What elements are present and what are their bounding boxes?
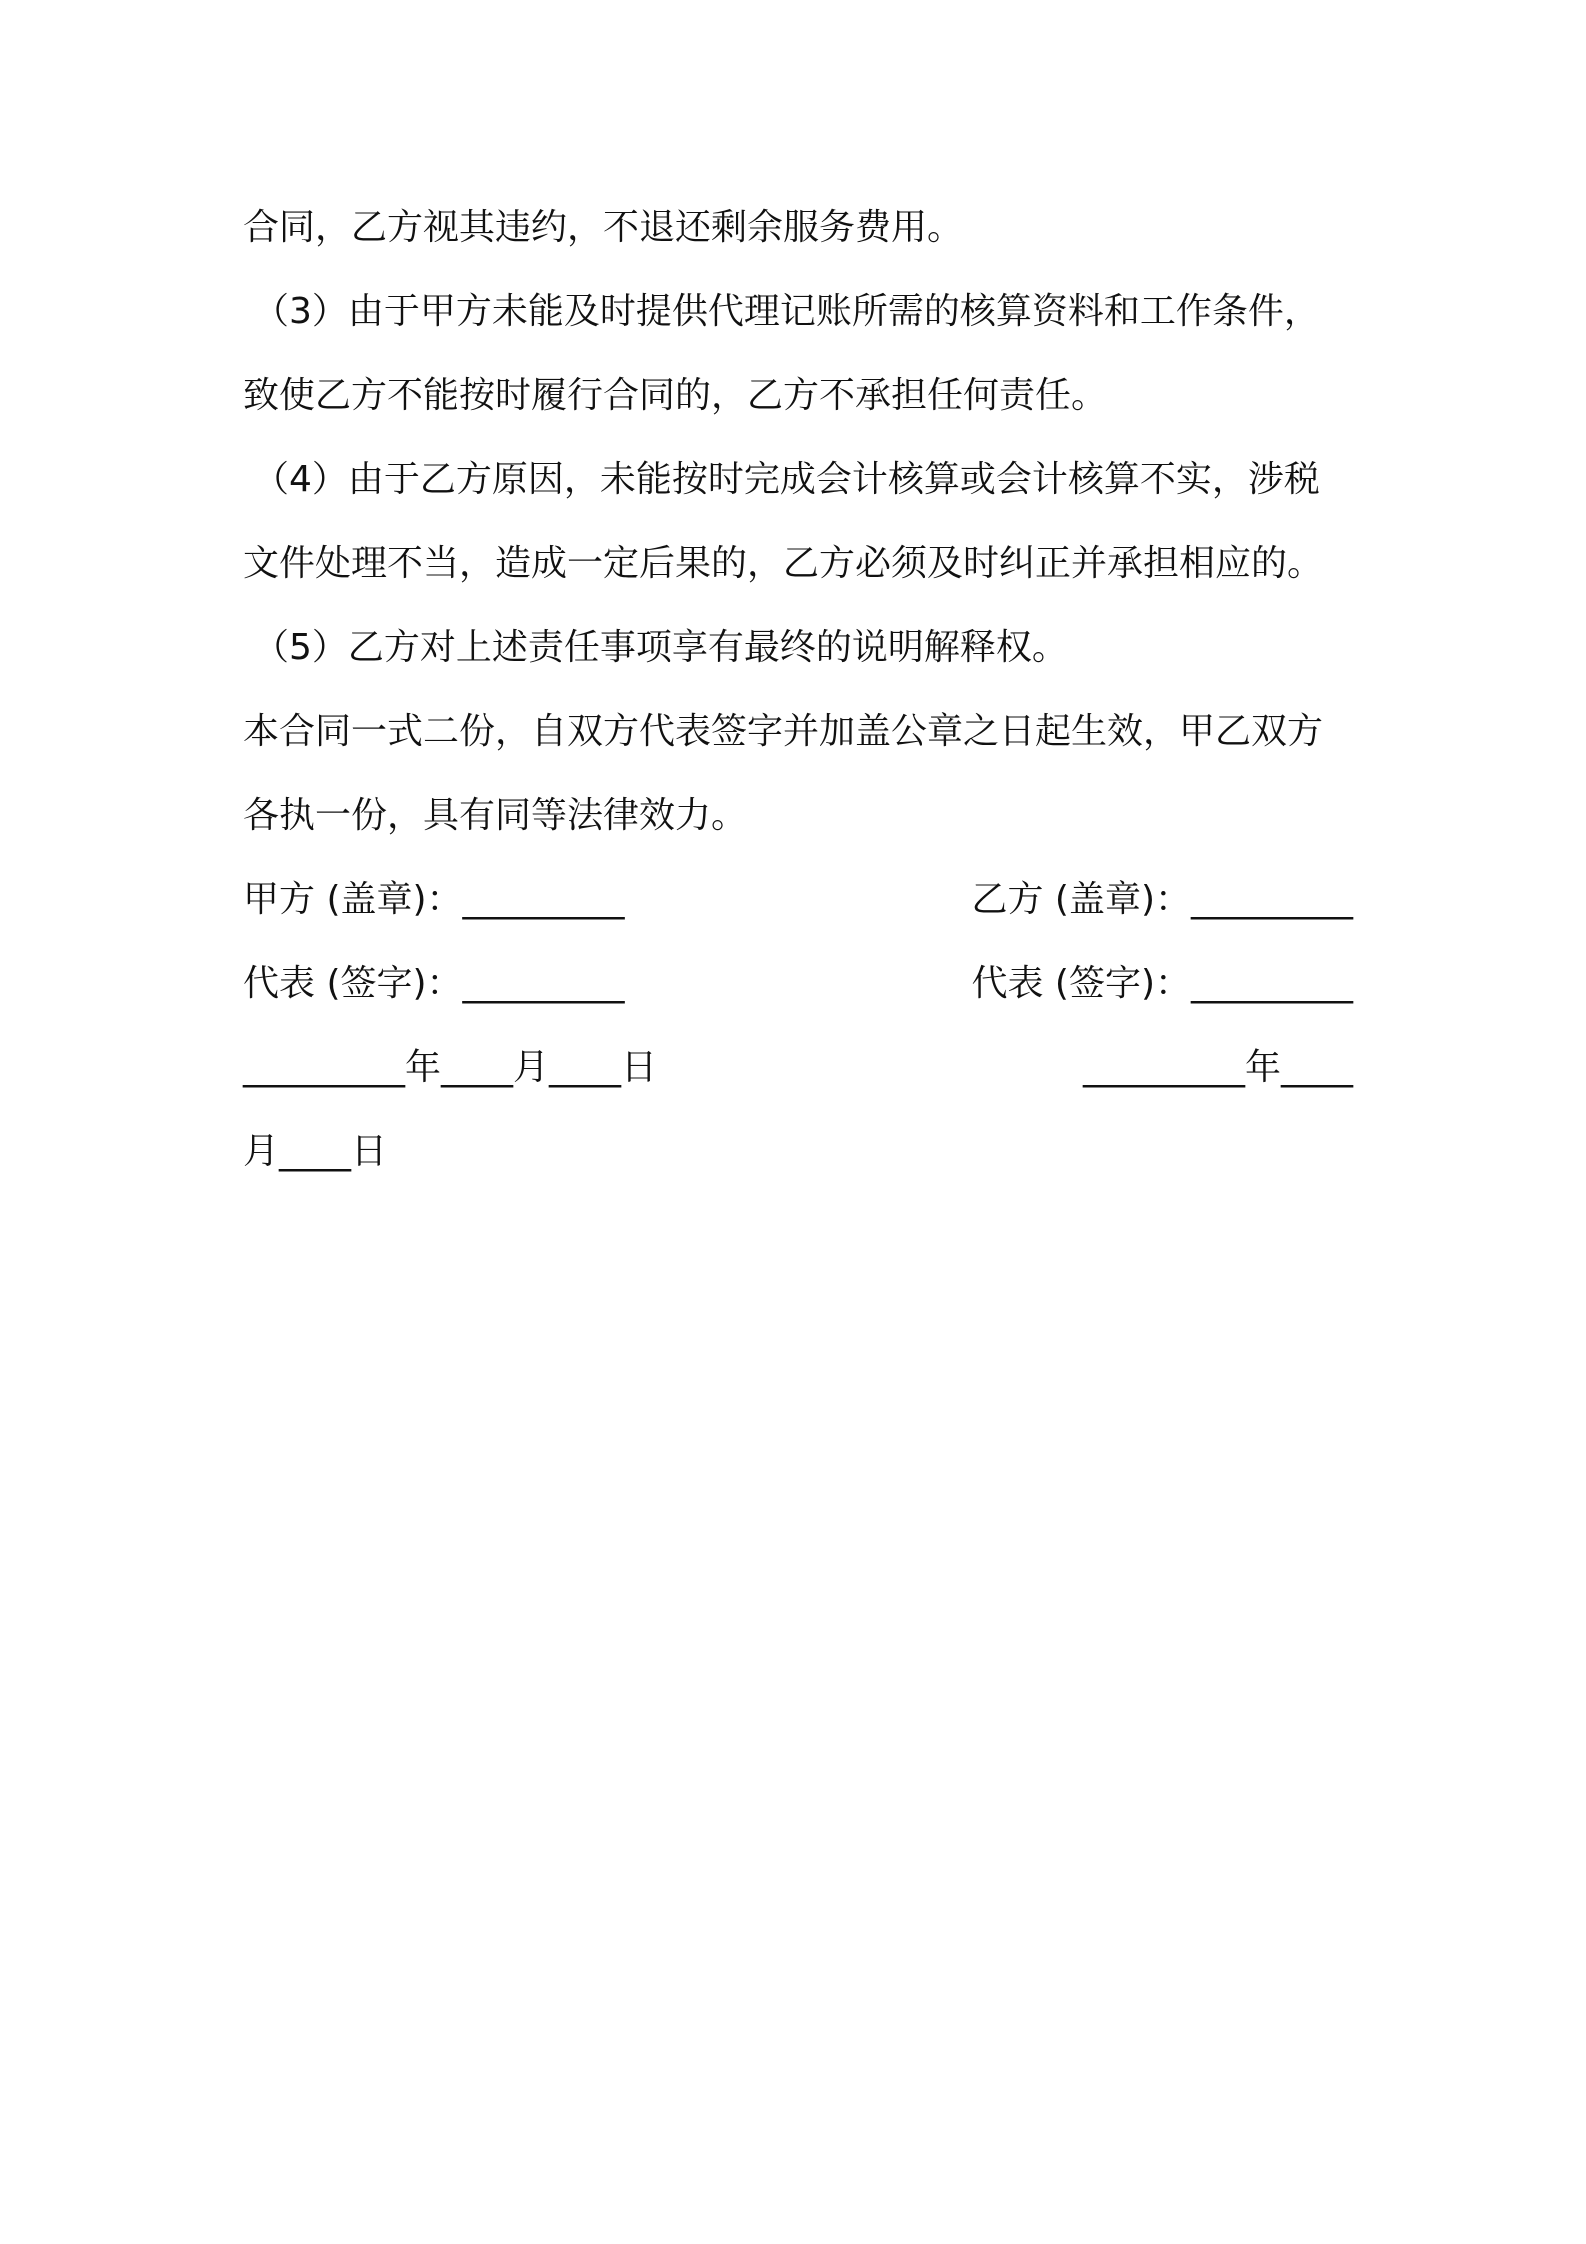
party-a-rep-field: 代表 (签字)：_________ xyxy=(243,963,625,1004)
party-b-rep-field: 代表 (签字)：_________ xyxy=(971,963,1353,1004)
clause-3-line-2: 致使乙方不能按时履行合同的，乙方不承担任何责任。 xyxy=(243,375,1108,416)
clause-4-line-2: 文件处理不当，造成一定后果的，乙方必须及时纠正并承担相应的。 xyxy=(243,543,1324,584)
date-row xyxy=(243,1038,1353,1122)
party-a-date-field: _________年____月____日 xyxy=(243,1047,657,1088)
paragraph-line-1: 合同，乙方视其违约，不退还剩余服务费用。 xyxy=(243,207,964,248)
party-a-seal-field: 甲方 (盖章)：_________ xyxy=(243,879,625,920)
party-b-seal-field: 乙方 (盖章)：_________ xyxy=(971,879,1353,920)
clause-3-line-1: （3）由于甲方未能及时提供代理记账所需的核算资料和工作条件， xyxy=(253,291,1320,332)
document-body xyxy=(243,198,1353,1206)
party-b-date-field-part2: 月____日 xyxy=(243,1131,388,1172)
clause-5-line-1: （5）乙方对上述责任事项享有最终的说明解释权。 xyxy=(253,627,1068,668)
effectiveness-line-2: 各执一份，具有同等法律效力。 xyxy=(243,795,748,836)
clause-4-line-1: （4）由于乙方原因，未能按时完成会计核算或会计核算不实，涉税 xyxy=(253,459,1320,500)
effectiveness-line-1: 本合同一式二份，自双方代表签字并加盖公章之日起生效，甲乙双方 xyxy=(243,711,1324,752)
party-b-date-field-part1: _________年____ xyxy=(1083,1047,1353,1088)
seal-row xyxy=(243,870,1353,954)
representative-row xyxy=(243,954,1353,1038)
